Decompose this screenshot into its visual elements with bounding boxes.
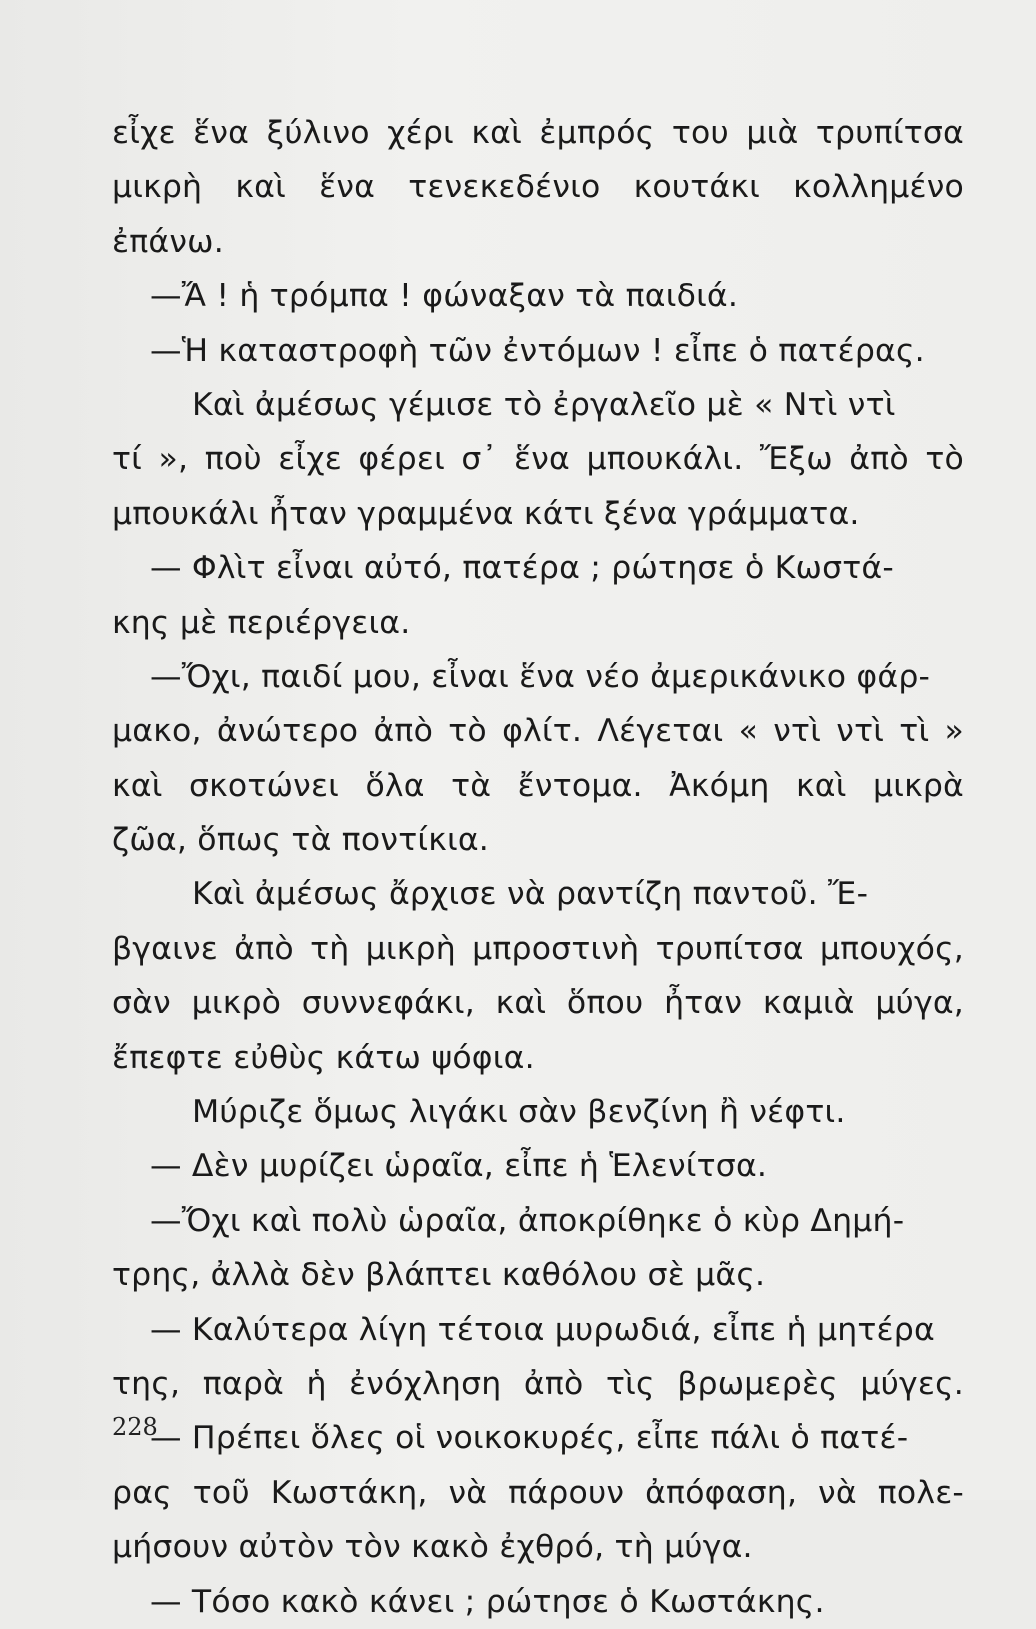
text-line: Καὶ ἀμέσως γέμισε τὸ ἐργαλεῖο μὲ « Ντὶ ντὶ [192, 386, 896, 423]
text-line: βγαινε ἀπὸ τὴ μικρὴ μπροστινὴ τρυπίτσα μπουχός, [112, 930, 964, 967]
text-line: καὶ σκοτώνει ὅλα τὰ ἔντομα. Ἀκόμη καὶ μικρὰ [112, 767, 964, 804]
text-line: —Ὄχι καὶ πολὺ ὡραῖα, ἀποκρίθηκε ὁ κὺρ Δημή- [150, 1202, 905, 1239]
text-line: — Καλύτερα λίγη τέτοια μυρωδιά, εἶπε ἡ μητέρα [150, 1311, 935, 1348]
body-text [112, 106, 964, 1629]
text-line: της, παρὰ ἡ ἐνόχληση ἀπὸ τὶς βρωμερὲς μύγες. [112, 1365, 964, 1402]
text-line: Μύριζε ὅμως λιγάκι σὰν βενζίνη ἢ νέφτι. [192, 1094, 846, 1131]
text-line: μακο, ἀνώτερο ἀπὸ τὸ φλίτ. Λέγεται « ντὶ ντὶ τὶ » [112, 713, 964, 750]
text-line: — Δὲν μυρίζει ὡραῖα, εἶπε ἡ Ἑλενίτσα. [150, 1148, 768, 1185]
text-line: κης μὲ περιέργεια. [112, 604, 411, 641]
text-line: ἐπάνω. [112, 223, 224, 260]
text-line: μπουκάλι ἦταν γραμμένα κάτι ξένα γράμματα. [112, 495, 860, 532]
text-line: ἔπεφτε εὐθὺς κάτω ψόφια. [112, 1039, 535, 1076]
text-line: ρας τοῦ Κωστάκη, νὰ πάρουν ἀπόφαση, νὰ πολε- [112, 1474, 964, 1511]
text-line: —Ὄχι, παιδί μου, εἶναι ἕνα νέο ἀμερικάνικο φάρ- [150, 658, 931, 695]
text-line: —Ἡ καταστροφὴ τῶν ἐντόμων ! εἶπε ὁ πατέρας. [150, 332, 925, 369]
text-line: τί », ποὺ εἶχε φέρει σ᾽ ἕνα μπουκάλι. Ἔξω ἀπὸ τὸ [112, 441, 964, 478]
text-line: Καὶ ἀμέσως ἄρχισε νὰ ραντίζη παντοῦ. Ἔ- [192, 876, 869, 913]
text-line: — Τόσο κακὸ κάνει ; ρώτησε ὁ Κωστάκης. [150, 1583, 825, 1620]
text-line: — Πρέπει ὅλες οἱ νοικοκυρές, εἶπε πάλι ὁ πατέ- [150, 1420, 909, 1457]
text-line: — Φλὶτ εἶναι αὐτό, πατέρα ; ρώτησε ὁ Κωστά- [150, 550, 894, 587]
text-line: —Ἄ ! ἡ τρόμπα ! φώναξαν τὰ παιδιά. [150, 278, 739, 315]
page-number: 228 [112, 1413, 158, 1441]
text-line: μικρὴ καὶ ἕνα τενεκεδένιο κουτάκι κολλημένο [112, 169, 964, 206]
text-line: μήσουν αὐτὸν τὸν κακὸ ἐχθρό, τὴ μύγα. [112, 1529, 753, 1566]
text-line: σὰν μικρὸ συννεφάκι, καὶ ὅπου ἦταν καμιὰ μύγα, [112, 985, 964, 1022]
text-line: τρης, ἀλλὰ δὲν βλάπτει καθόλου σὲ μᾶς. [112, 1257, 766, 1294]
text-line: ζῶα, ὅπως τὰ ποντίκια. [112, 822, 490, 859]
text-line: εἶχε ἕνα ξύλινο χέρι καὶ ἐμπρός του μιὰ τρυπίτσα [112, 115, 964, 151]
